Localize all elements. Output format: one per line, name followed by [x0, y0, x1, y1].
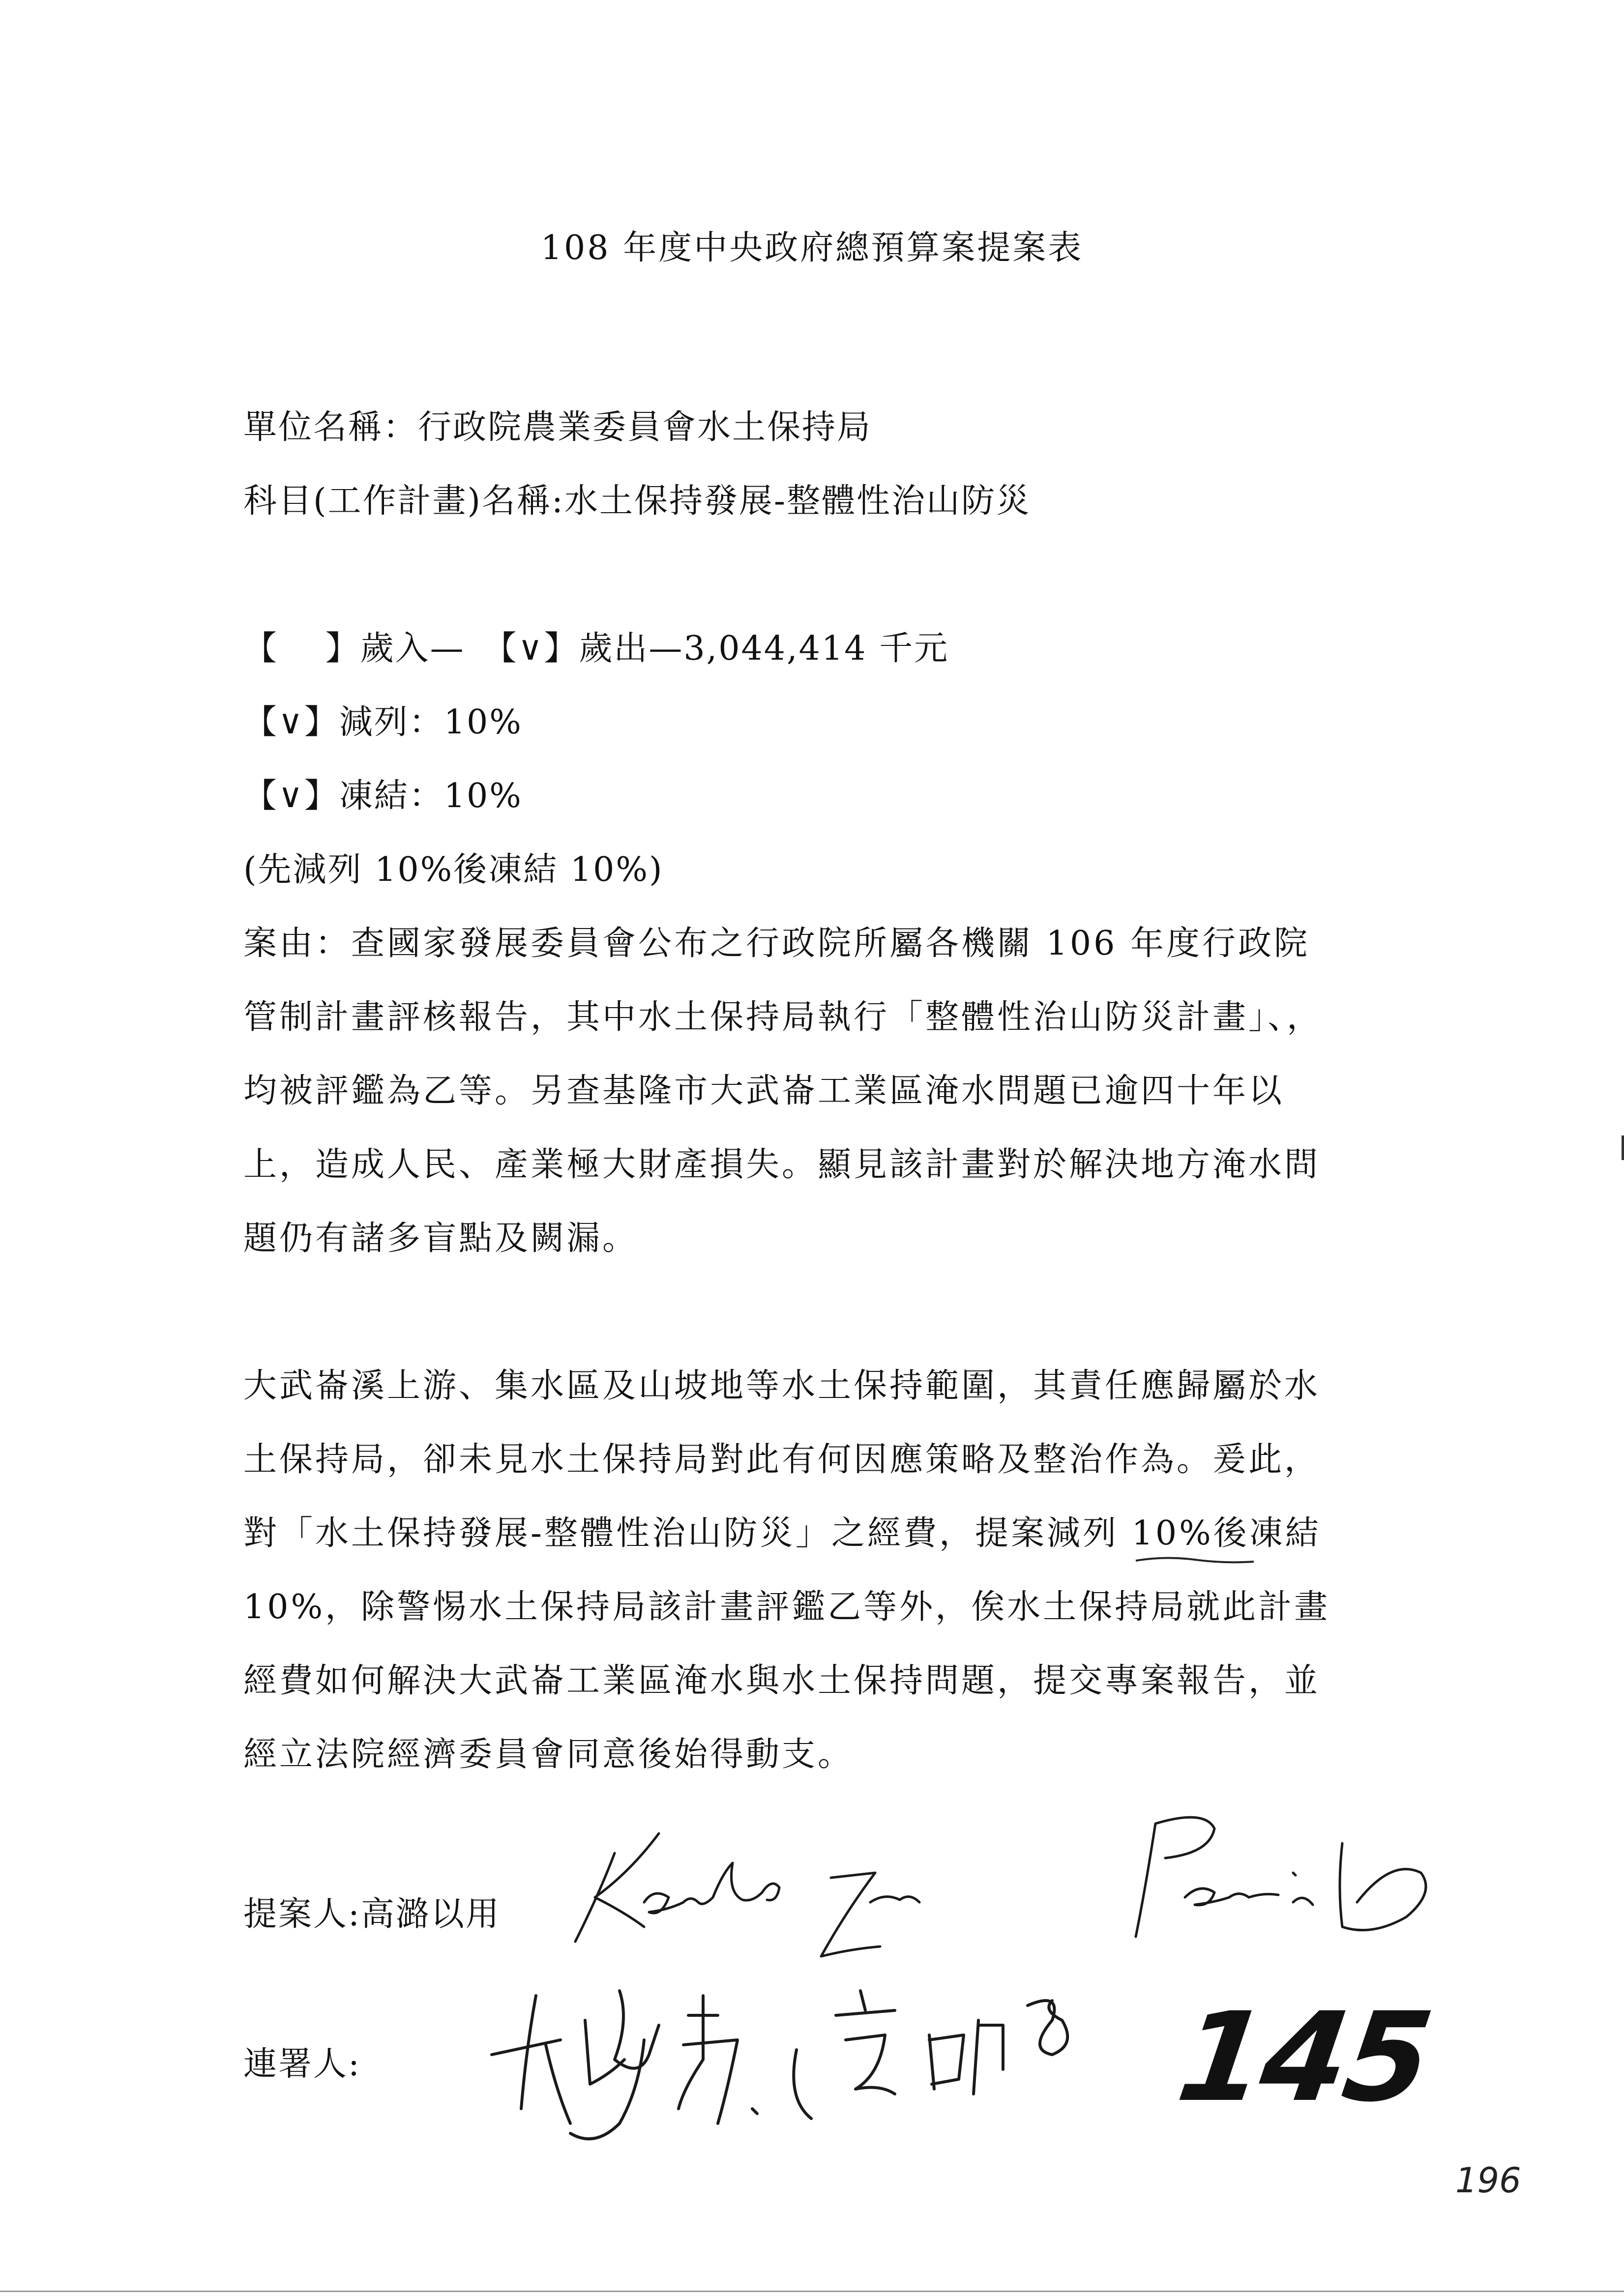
cosigner-signature — [472, 1961, 1210, 2178]
note-line: (先減列 10%後凍結 10%) — [243, 850, 664, 889]
paragraph2-line: 土保持局，卻未見水土保持局對此有何因應策略及整治作為。爰此， — [243, 1440, 1321, 1479]
reason-line: 題仍有諸多盲點及闕漏。 — [243, 1219, 639, 1258]
proposer-label: 提案人:高潞以用 — [243, 1895, 501, 1934]
paragraph2-line: 對「水土保持發展-整體性治山防災」之經費，提案減列 10%後凍結 — [243, 1514, 1321, 1553]
reason-line: 管制計畫評核報告，其中水土保持局執行「整體性治山防災計畫」、， — [243, 998, 1323, 1037]
scan-edge-mark — [1622, 1135, 1624, 1160]
handwritten-underline-mark — [1131, 1551, 1259, 1570]
unit-name: 單位名稱：行政院農業委員會水土保持局 — [243, 408, 872, 447]
proposer-signature — [556, 1779, 1490, 1966]
handwritten-number: 145 — [1170, 1986, 1438, 2129]
budget-line: 【 】歲入— 【∨】歲出—3,044,414 千元 — [243, 629, 949, 668]
freeze-line: 【∨】凍結：10% — [243, 777, 523, 815]
scan-edge-line — [0, 2291, 1624, 2292]
document-title: 108 年度中央政府總預算案提案表 — [540, 229, 1084, 267]
page-number: 196 — [1455, 2160, 1521, 2201]
reason-line: 均被評鑑為乙等。另查基隆市大武崙工業區淹水問題已逾四十年以 — [243, 1072, 1285, 1110]
subject-name: 科目(工作計畫)名稱:水土保持發展-整體性治山防災 — [243, 482, 1031, 521]
cosigner-label: 連署人: — [243, 2045, 361, 2084]
paragraph2-line: 10%，除警惕水土保持局該計畫評鑑乙等外，俟水土保持局就此計畫 — [243, 1588, 1330, 1627]
cut-line: 【∨】減列：10% — [243, 703, 523, 742]
paragraph2-line: 大武崙溪上游、集水區及山坡地等水土保持範圍，其責任應歸屬於水 — [243, 1366, 1321, 1405]
reason-line: 上，造成人民、產業極大財產損失。顯見該計畫對於解決地方淹水問 — [243, 1145, 1321, 1184]
reason-line: 案由：查國家發展委員會公布之行政院所屬各機關 106 年度行政院 — [243, 924, 1310, 963]
paragraph2-line: 經費如何解決大武崙工業區淹水與水土保持問題，提交專案報告，並 — [243, 1661, 1321, 1700]
paragraph2-line: 經立法院經濟委員會同意後始得動支。 — [243, 1735, 854, 1774]
